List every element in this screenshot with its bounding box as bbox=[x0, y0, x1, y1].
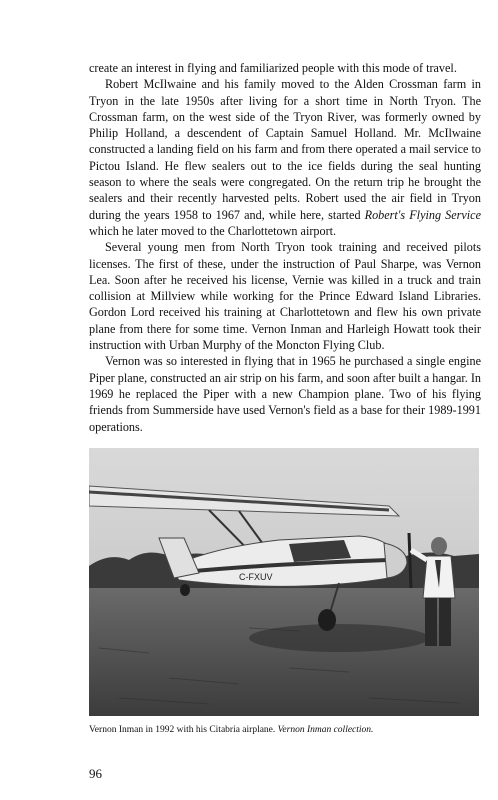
paragraph-2 bbox=[89, 76, 481, 239]
grass-field bbox=[89, 588, 479, 716]
paragraph-1: create an interest in flying and familiarized people with this mode of travel. bbox=[89, 61, 457, 75]
paragraph-4: Vernon was so interested in flying that in 1965 he purchased a single engine Piper plane, constructed an air strip on his farm, and soon after built a hangar. In 1969 he replaced the Piper with a new Champion plane. Two of his flying friends from Summerside have used Vernon's field as a base for their 1989-1991 operations. bbox=[89, 354, 481, 434]
caption-text: Vernon Inman in 1992 with his Citabria airplane. bbox=[89, 725, 278, 735]
airplane-photo bbox=[89, 448, 479, 716]
airplane-shadow bbox=[249, 624, 429, 652]
paragraph-2-text-b: which he later moved to the Charlottetown airport. bbox=[89, 223, 337, 238]
propeller bbox=[409, 533, 411, 588]
paragraph-3: Several young men from North Tryon took training and received pilots licenses. The first of these, under the instruction of Paul Sharpe, was Vernon Lea. Soon after he received his license, Vernie was killed in a truck and train collision at Millview while working for the Prince Edward Island Libraries. Gordon Lord received his training at Charlottetown and flew his own private plane from there for some time. Vernon Inman and Harleigh Howatt took their instruction with Urban Murphy of the Moncton Flying Club. bbox=[89, 240, 481, 353]
registration-mark: C-FXUV bbox=[239, 572, 273, 582]
page-number: 96 bbox=[89, 766, 102, 781]
wheel-main bbox=[318, 609, 336, 631]
body-text bbox=[89, 60, 481, 435]
airplane-photo-illustration bbox=[89, 448, 479, 716]
paragraph-2-text-a: Robert McIlwaine and his family moved to the Alden Crossman farm in Tryon in the late 1950s after living for a short time in North Tryon. The Crossman farm, on the west side of the Tryon River, was formerly owned by Philip Holland, a descendent of Captain Samuel Holland. Mr. McIlwaine constructed a landing field on his farm and from there operated a mail service to Pictou Island. He flew sealers out to the ice fields during the seal hunting season to where the seals were congregated. On the return trip he brought the sealers and their recently harvested pelts. Robert used the air field in Tryon during the years 1958 to 1967 and, while here, started bbox=[89, 77, 481, 222]
flying-service-name: Robert's Flying Service bbox=[364, 207, 481, 222]
wheel-tail bbox=[180, 584, 190, 596]
photo-caption bbox=[89, 724, 481, 736]
caption-credit: Vernon Inman collection. bbox=[277, 725, 374, 735]
